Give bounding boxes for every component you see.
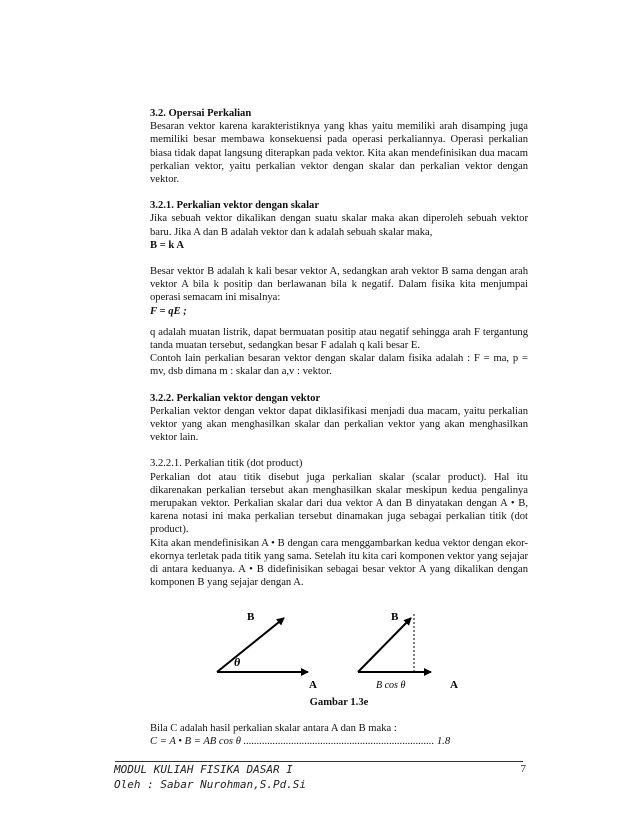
vector-b-right	[358, 618, 411, 672]
label-bcos: B cos θ	[376, 679, 406, 691]
paragraph-charge: q adalah muatan listrik, dapat bermuatan positip atau negatif sehingga arah F tergantung tanda muatan tersebut, sedangkan besar F adalah q kali besar E.	[150, 326, 528, 352]
equation-1-8: C = A • B = AB cos θ ........................................................................ 1.8	[150, 735, 451, 747]
label-a-left: A	[309, 678, 317, 691]
footer-module-title: MODUL KULIAH FISIKA DASAR I	[114, 763, 293, 776]
paragraph-scalar-magnitude: Besar vektor B adalah k kali besar vektor A, sedangkan arah vektor B sama dengan arah vektor A bila k positip dan berlawanan bila k negatif. Dalam fisika kita menjumpai operasi semacam ini misalnya:	[150, 266, 528, 304]
vector-diagram	[150, 600, 528, 696]
paragraph-result-c: Bila C adalah hasil perkalian skalar antara A dan B maka :	[150, 722, 397, 734]
content-body	[150, 107, 528, 748]
footer	[114, 762, 528, 792]
equation-f-qe: F = qE ;	[150, 305, 187, 317]
paragraph-dot-definition: Perkalian dot atau titik disebut juga perkalian skalar (scalar product). Hal itu dikarenakan perkalian tersebut akan menghasilkan skalar meskipun kedua pengalinya merupakan vektor. Perkalian skalar dari dua vektor A dan B dinyatakan dengan A • B, karena notasi ini maka perkalian tersebut dinamakan juga sebagai perkalian titik (dot product).	[150, 471, 528, 536]
label-theta: θ	[234, 654, 241, 669]
footer-author: Oleh : Sabar Nurohman,S.Pd.Si	[114, 778, 307, 791]
paragraph-examples: Contoh lain perkalian besaran vektor dengan skalar dalam fisika adalah : F = ma, p = mv, dsb dimana m : skalar dan a,v : vektor.	[150, 353, 528, 378]
figure-caption: Gambar 1.3e	[309, 696, 369, 708]
label-b-right: B	[391, 610, 399, 623]
section-title: 3.2. Opersai Perkalian	[150, 108, 252, 119]
subsubsection-title-dot: 3.2.2.1. Perkalian titik (dot product)	[150, 458, 303, 470]
paragraph-scalar-intro: Jika sebuah vektor dikalikan dengan suatu skalar maka akan diperoleh sebuah vektor baru. Jika A dan B adalah vektor dan k adalah sebuah skalar maka,	[150, 213, 528, 238]
section-intro: Besaran vektor karena karakteristiknya yang khas yaitu memiliki arah disamping juga memiliki besar membawa konsekuensi pada operasi perkaliannya. Operasi perkalian biasa tidak dapat langsung diterapkan pada vektor. Kita akan mendefinisikan dua macam perkalian vektor, yaitu perkalian vektor dengan skalar dan perkalian vektor dengan vektor.	[150, 121, 528, 186]
paragraph-dot-geometric: Kita akan mendefinisikan A • B dengan cara menggambarkan kedua vektor dengan ekor-ekornya terletak pada titik yang sama. Setelah itu kita cari komponen vektor yang sejajar di antara keduanya. A • B didefinisikan sebagai besar vektor A yang dikalikan dengan komponen B yang sejajar dengan A.	[150, 537, 528, 589]
label-b-left: B	[247, 610, 255, 623]
equation-b-ka: B = k A	[150, 239, 185, 251]
label-a-right: A	[450, 678, 458, 691]
subsection-title-vector: 3.2.2. Perkalian vektor dengan vektor	[150, 392, 321, 404]
page-number: 7	[520, 763, 526, 775]
figure-dot-product	[150, 600, 528, 722]
vector-b-left	[217, 618, 284, 672]
paragraph-vector-classification: Perkalian vektor dengan vektor dapat diklasifikasi menjadi dua macam, yaitu perkalian vektor yang akan menghasilkan skalar dan perkalian vektor yang akan menghasilkan vektor lain.	[150, 405, 528, 444]
subsection-title-scalar: 3.2.1. Perkalian vektor dengan skalar	[150, 200, 320, 212]
